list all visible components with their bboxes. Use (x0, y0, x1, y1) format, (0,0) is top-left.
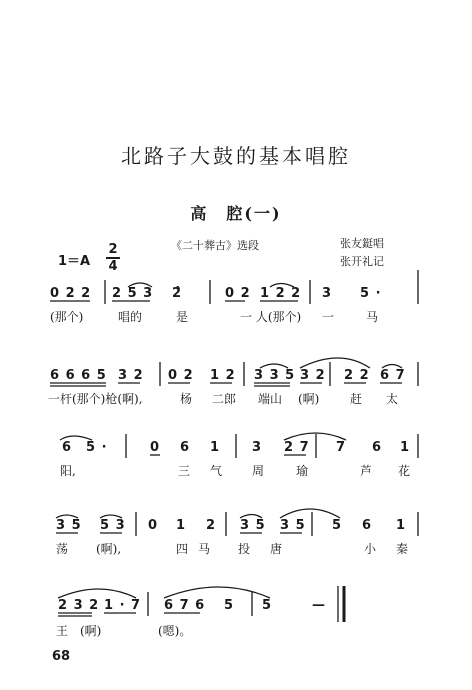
note-group: 5 (224, 598, 235, 613)
page-title: 北路子大鼓的基本唱腔 (121, 144, 351, 168)
lyric: (那个) (50, 310, 84, 324)
slur (60, 436, 92, 440)
lyric: 周 (252, 464, 265, 478)
note-group: 3 3 5 (254, 368, 296, 383)
lyric: 芦 (360, 464, 373, 478)
note-group: 3 (252, 440, 263, 455)
note-group: 2 7 (284, 440, 310, 455)
note-group: 2̂ (172, 286, 183, 301)
lyric: 三 (178, 464, 191, 478)
singer-credit: 张友鋌唱 (340, 237, 384, 250)
lyric: (啊) (298, 392, 320, 406)
lyric: 二郎 (212, 392, 237, 406)
lyric: 马 (366, 310, 379, 324)
slur (300, 358, 370, 368)
lyric: 秦 (396, 542, 409, 556)
meter-numerator: 2 (108, 242, 118, 257)
slur (260, 364, 288, 368)
note-group: 3 (322, 286, 333, 301)
slur (280, 509, 340, 518)
note-group: 1 (210, 440, 221, 455)
note-group: 2 3 2 (58, 598, 100, 613)
note-group: 1 2 2 (260, 286, 302, 301)
note-group: 0 (148, 518, 159, 533)
lyric: 气 (210, 464, 223, 478)
note-group: 7 (336, 440, 347, 455)
note-group: 3 5 (56, 518, 82, 533)
lyric: 端山 (258, 392, 283, 406)
note-group: 6 (362, 518, 373, 533)
note-group: 2 5 3 (112, 286, 154, 301)
meter-denominator: 4 (108, 258, 118, 274)
lyric: 阳, (60, 464, 76, 478)
lyric: 瑜 (296, 464, 309, 478)
source-excerpt: 《二十葬古》选段 (171, 239, 259, 252)
note-group: 6 7 6 (164, 598, 206, 613)
lyric: 杨 (180, 392, 193, 406)
lyric: 荡 (56, 542, 69, 556)
section-subtitle: 高 腔(一) (190, 204, 282, 223)
lyric: 小 (364, 542, 377, 556)
note-group: 3 5 (240, 518, 266, 533)
lyric: 马 (198, 542, 211, 556)
note-group: 0 2 2 (50, 286, 92, 301)
slur (240, 515, 262, 519)
slur (128, 283, 152, 287)
note-group: 0 2 (168, 368, 194, 383)
lyric: 一杆(那个)枪(啊), (48, 392, 143, 406)
note-group: 5 (262, 598, 273, 613)
note-group: 1 (396, 518, 407, 533)
note-group: 6 6 6 5 (50, 368, 107, 383)
lyric: 赶 (350, 392, 363, 406)
lyric: 投 (238, 542, 251, 556)
note-group: 3 2 (300, 368, 326, 383)
lyric: (啊), (96, 542, 122, 556)
lyric: 花 (398, 464, 411, 478)
lyric: 王 (56, 624, 69, 638)
lyric: 唱的 (118, 310, 143, 324)
note-group: 1 2 (210, 368, 236, 383)
note-group: — (312, 598, 326, 613)
slur (100, 515, 122, 518)
slur (56, 515, 78, 518)
lyric: 是 (176, 310, 189, 324)
lyric: 唐 (270, 542, 283, 556)
note-group: 6 (372, 440, 383, 455)
lyric: (嗯)。 (158, 624, 192, 638)
lyric: 四 (176, 542, 189, 556)
note-group: 6 (62, 440, 73, 455)
note-group: 0 (150, 440, 161, 455)
key-signature: 1＝A (58, 254, 91, 269)
note-group: 2 2 (344, 368, 370, 383)
note-group: 0 2 (225, 286, 251, 301)
note-group: 5 · (360, 286, 382, 301)
slur (164, 587, 270, 598)
note-group: 5 (332, 518, 343, 533)
lyric: (啊) (80, 624, 102, 638)
note-group: 6 7 (380, 368, 406, 383)
note-group: 1 · 7 (104, 598, 142, 613)
note-group: 1 (400, 440, 411, 455)
lyric: 一 (322, 310, 335, 324)
slur (284, 433, 346, 440)
notator-credit: 张开礼记 (340, 255, 384, 268)
slur (58, 589, 136, 598)
lyric: 一 人(那个) (240, 310, 302, 324)
note-group: 3 5 (280, 518, 306, 533)
page-number: 68 (52, 649, 71, 664)
note-group: 5 3 (100, 518, 126, 533)
note-group: 3 2 (118, 368, 144, 383)
note-group: 2 (206, 518, 217, 533)
note-group: 6 (180, 440, 191, 455)
slur (270, 284, 294, 288)
note-group: 5 · (86, 440, 108, 455)
note-group: 1 (176, 518, 187, 533)
slur (382, 365, 402, 369)
lyric: 太 (386, 392, 399, 406)
